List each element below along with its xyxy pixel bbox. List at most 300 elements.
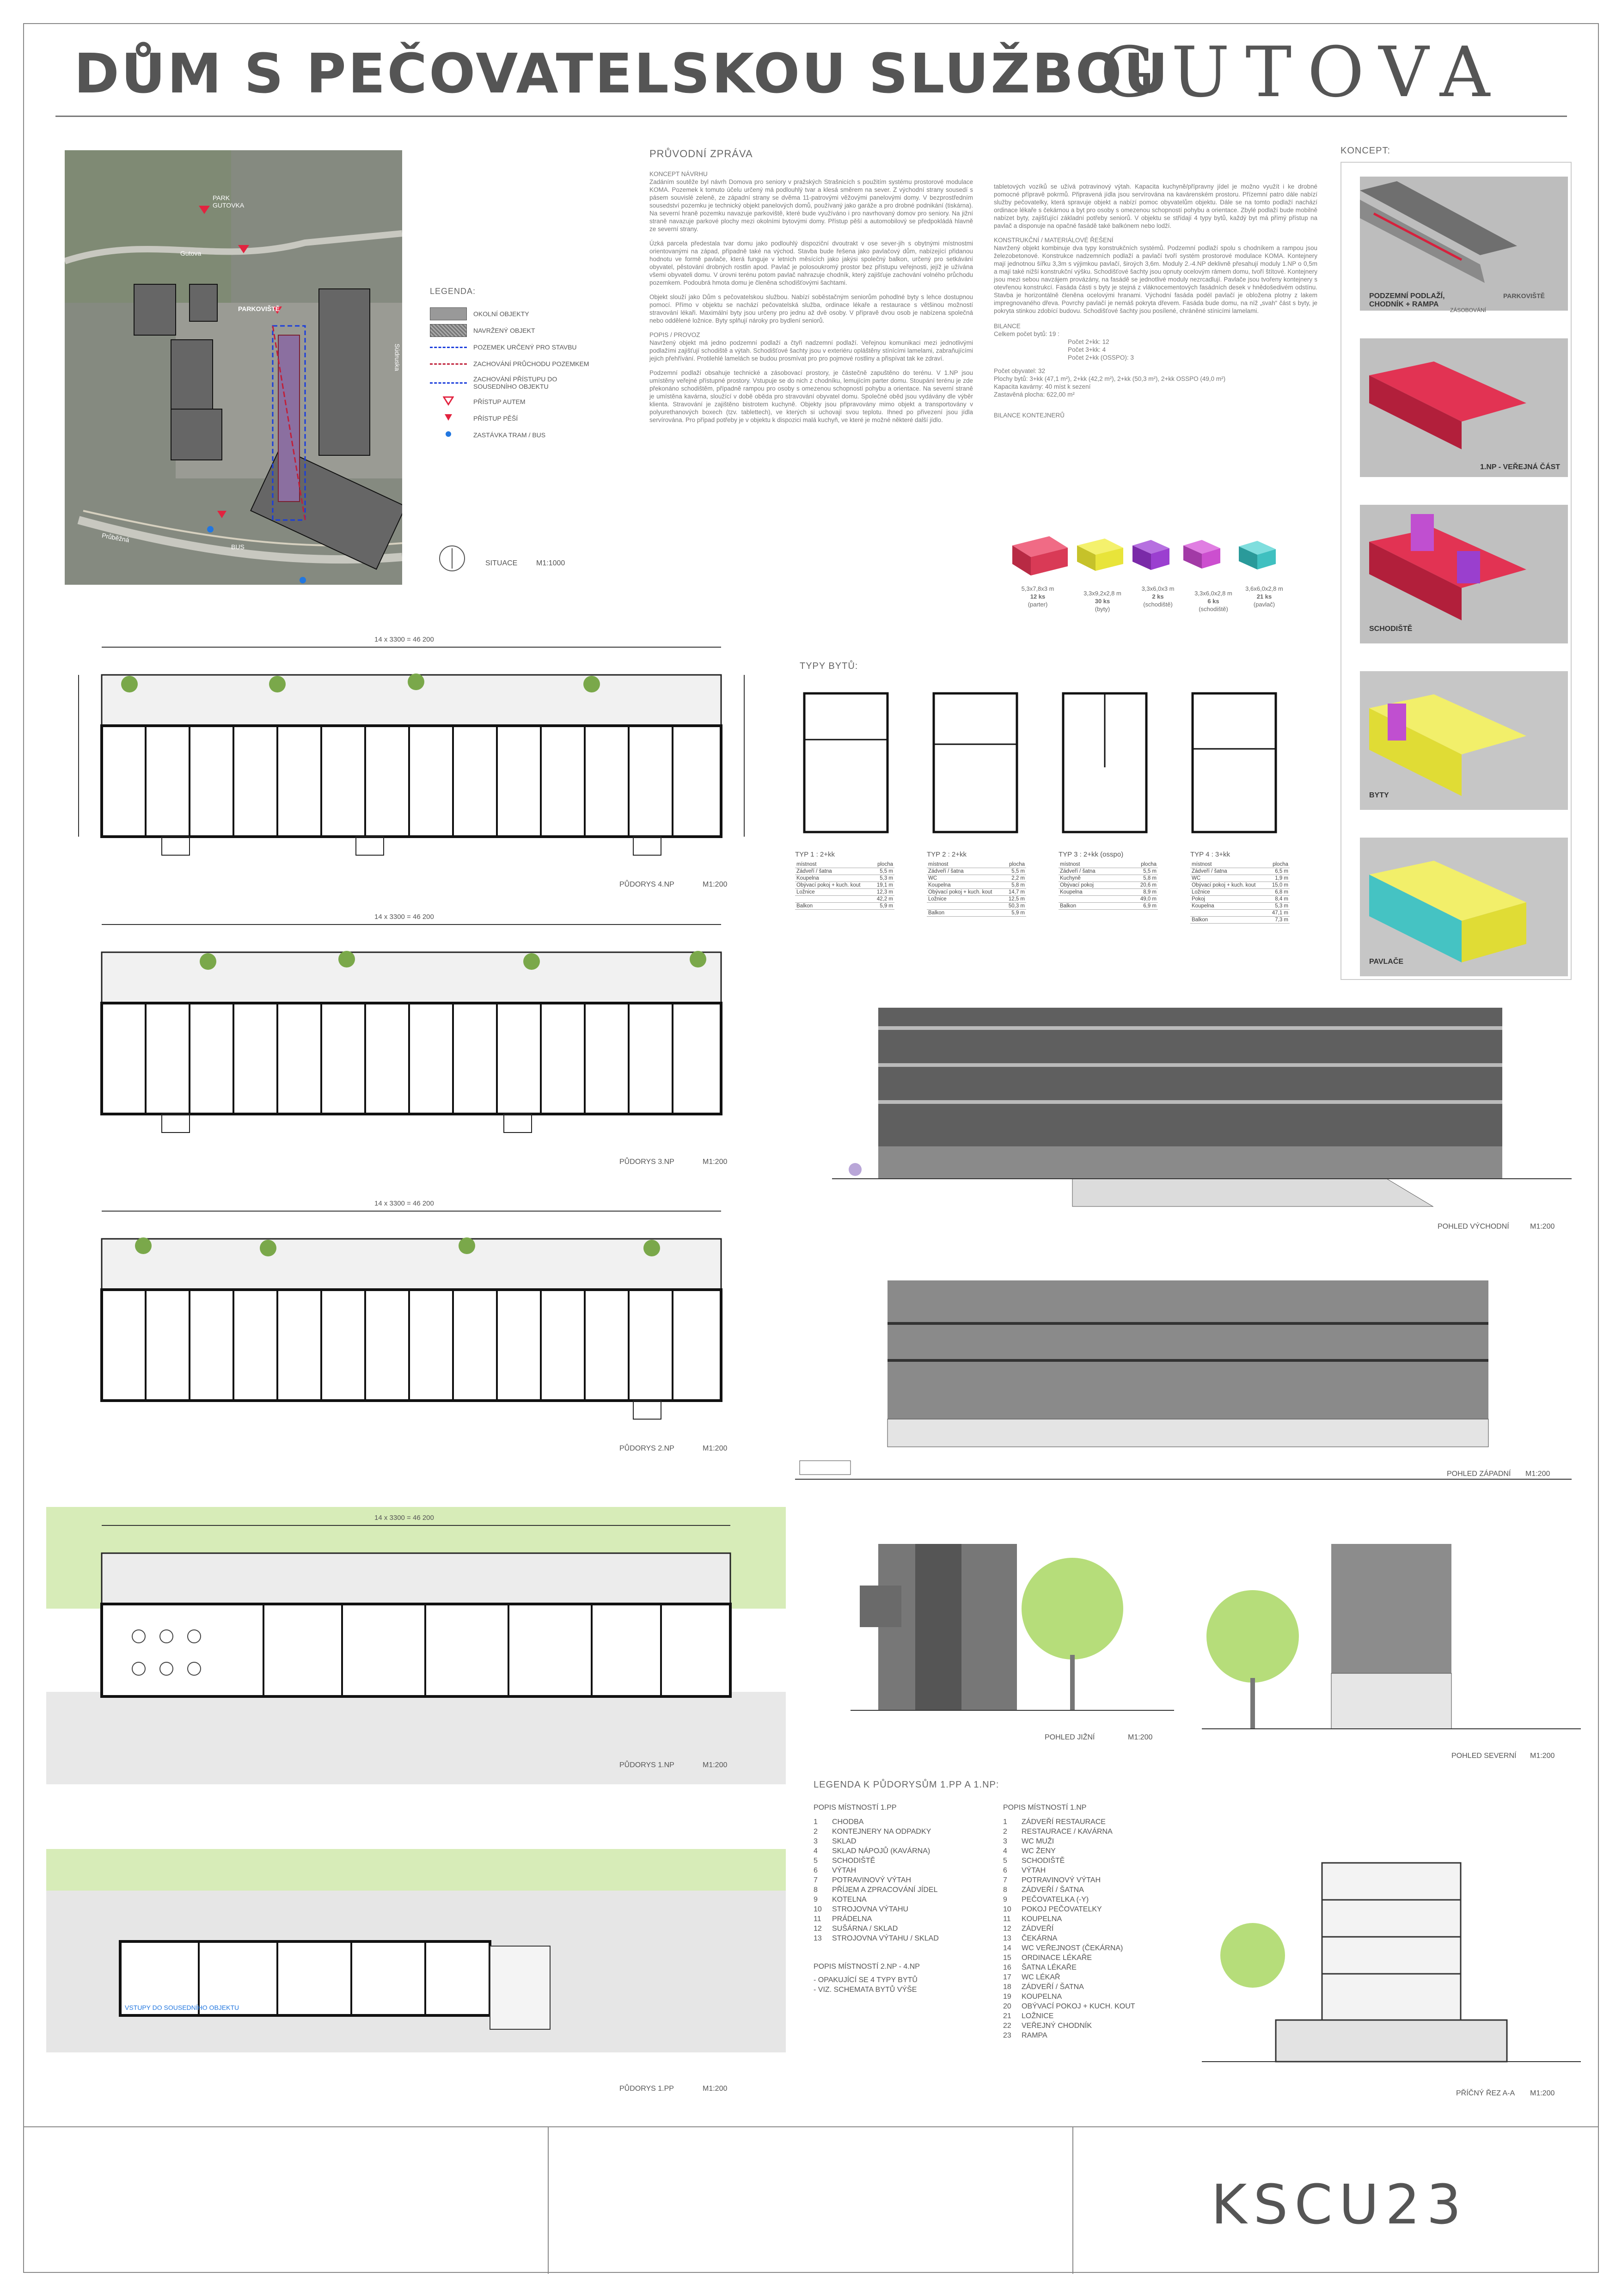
table-cell: Obývací pokoj + kuch. kout bbox=[927, 889, 1004, 896]
elevation-south-drawing bbox=[851, 1535, 1174, 1729]
report-s7b: Kapacita kavárny: 40 míst k sezení bbox=[994, 383, 1091, 390]
flat-type-table bbox=[1190, 861, 1290, 924]
list-item: 21 LOŽNICE bbox=[1003, 2012, 1054, 2020]
elevation-scale: M1:200 bbox=[1530, 1752, 1555, 1760]
table-row bbox=[927, 889, 1026, 896]
plan-caption: PŮDORYS 2.NP bbox=[619, 1445, 674, 1452]
room-name: OBÝVACÍ POKOJ + KUCH. KOUT bbox=[1022, 2002, 1135, 2010]
table-row bbox=[1190, 882, 1290, 889]
room-name: ZÁDVEŘÍ / ŠATNA bbox=[1022, 1886, 1084, 1894]
room-name: SKLAD bbox=[832, 1837, 857, 1845]
room-legend-pp bbox=[814, 1803, 989, 1995]
report-s8-title: BILANCE KONTEJNERŮ bbox=[994, 412, 1065, 419]
list-item: 11 PRÁDELNA bbox=[814, 1915, 872, 1923]
north-arrow-icon bbox=[439, 545, 465, 571]
room-name: LOŽNICE bbox=[1022, 2012, 1054, 2020]
list-item: 16 ŠATNA LÉKAŘE bbox=[1003, 1964, 1077, 1971]
table-cell: 12,5 m bbox=[1004, 896, 1026, 903]
elevation-caption: POHLED ZÁPADNÍ bbox=[1447, 1470, 1511, 1478]
plan-4np-drawing bbox=[60, 629, 781, 906]
table-row bbox=[1059, 875, 1158, 882]
map-label-park: PARK GUTOVKA bbox=[213, 194, 245, 209]
plan-dim: 14 x 3300 = 46 200 bbox=[374, 1514, 434, 1522]
plan-entry-label: VSTUPY DO SOUSEDNÍHO OBJEKTU bbox=[125, 2004, 239, 2011]
container-violet bbox=[1132, 540, 1169, 570]
room-name: SCHODIŠTĚ bbox=[832, 1857, 875, 1865]
plan-1pp bbox=[46, 1849, 786, 2108]
container-use: (schodiště) bbox=[1199, 606, 1228, 612]
list-item: 2 RESTAURACE / KAVÁRNA bbox=[1003, 1828, 1113, 1836]
table-cell: Obývací pokoj bbox=[1059, 882, 1125, 889]
plan-2np bbox=[60, 1193, 781, 1479]
room-name: SKLAD NÁPOJŮ (KAVÁRNA) bbox=[832, 1847, 930, 1855]
elevation-caption: POHLED VÝCHODNÍ bbox=[1438, 1223, 1509, 1231]
container-size: 5,3x7,8x3 m bbox=[1021, 585, 1054, 592]
table-cell: Balkon bbox=[927, 910, 1004, 917]
container-caption bbox=[1008, 585, 1068, 608]
legend-label: PŘÍSTUP AUTEM bbox=[473, 398, 526, 405]
container-caption bbox=[1128, 585, 1188, 608]
site-scale: M1:1000 bbox=[536, 559, 565, 567]
table-cell: Kuchyně bbox=[1059, 875, 1125, 882]
plan-1np bbox=[46, 1498, 786, 1784]
concept-sublabel: PARKOVIŠTĚ bbox=[1503, 292, 1545, 300]
room-name: WC VEŘEJNOST (ČEKÁRNA) bbox=[1022, 1944, 1123, 1952]
container-caption bbox=[1234, 585, 1294, 608]
legend-item bbox=[430, 322, 624, 339]
pedestrian-access-icon bbox=[430, 412, 467, 425]
legend-item bbox=[430, 355, 624, 372]
list-item: 6 VÝTAH bbox=[1003, 1867, 1046, 1874]
report-s2: Úzká parcela předestala tvar domu jako podlouhlý dispoziční dvoutrakt v ose sever-jih s obytnými místnostmi orientovanými na západ, případně také na východ. Stavba bude řešena jako pavlačový dům, nabízející přidanou hodnotu ve formě pavlače, která funguje v letních měsících jako jakýsi společný balkon, určený pro setkávání obyvatel, pěstování drobných rostlin apod. Pavlač je polosoukromý prostor bez přístupu veřejnosti, jejíž je užívána všemi obyvateli domu. V úrovni terénu potom pavlač nahrazuje chodník, který zajišťuje zachování volného průchodu pozemkem. Podoubrá hmota domu je členěna schodišťovými šachtami. bbox=[649, 240, 973, 286]
table-row bbox=[1190, 889, 1290, 896]
room-name: ZÁDVEŘÍ / ŠATNA bbox=[1022, 1983, 1084, 1991]
table-cell: místnost bbox=[927, 861, 1004, 868]
table-cell: 50,3 m bbox=[1004, 903, 1026, 910]
list-item: 1 ZÁDVEŘÍ RESTAURACE bbox=[1003, 1818, 1106, 1826]
elevation-scale: M1:200 bbox=[1128, 1733, 1153, 1741]
plan-caption: PŮDORYS 3.NP bbox=[619, 1158, 674, 1166]
table-cell: 8,9 m bbox=[1125, 889, 1158, 896]
table-row bbox=[927, 910, 1026, 917]
table-cell: Balkon bbox=[1190, 917, 1267, 924]
legend-item bbox=[430, 372, 624, 393]
table-cell: 42,2 m bbox=[872, 896, 894, 903]
list-item: 12 SUŠÁRNA / SKLAD bbox=[814, 1925, 898, 1933]
car-access-icon bbox=[430, 395, 467, 408]
table-row bbox=[1059, 882, 1158, 889]
table-cell: 2,2 m bbox=[1004, 875, 1026, 882]
container-size: 3,3x6,0x2,8 m bbox=[1194, 590, 1232, 597]
legend-swatch-proposed bbox=[430, 324, 467, 337]
table-row bbox=[795, 868, 894, 875]
legend-item bbox=[430, 339, 624, 355]
legend-item bbox=[430, 410, 624, 427]
container-count: 12 ks bbox=[1030, 593, 1046, 600]
map-label-gutova: Gutova bbox=[180, 250, 202, 257]
project-name: GUTOVA bbox=[1100, 32, 1506, 113]
plan-3np-drawing bbox=[60, 906, 781, 1183]
table-row bbox=[927, 868, 1026, 875]
table-cell: plocha bbox=[1004, 861, 1026, 868]
table-cell: 5,8 m bbox=[1125, 875, 1158, 882]
table-cell: 6,9 m bbox=[1125, 903, 1158, 910]
room-name: ZÁDVEŘÍ RESTAURACE bbox=[1022, 1818, 1106, 1826]
room-name: PRÁDELNA bbox=[832, 1915, 872, 1923]
room-name: STROJOVNA VÝTAHU bbox=[832, 1905, 909, 1913]
list-item: 10 STROJOVNA VÝTAHU bbox=[814, 1905, 909, 1913]
flat-type-2 bbox=[927, 851, 1026, 917]
table-row bbox=[1190, 861, 1290, 868]
concept-label: 1.NP - VEŘEJNÁ ČÁST bbox=[1480, 463, 1561, 471]
table-cell: 7,3 m bbox=[1267, 917, 1290, 924]
table-row bbox=[1190, 868, 1290, 875]
room-name: ČEKÁRNA bbox=[1022, 1935, 1058, 1942]
elevation-west-drawing bbox=[795, 1267, 1572, 1488]
concept-label: PAVLAČE bbox=[1369, 958, 1404, 966]
room-legend-pp-title: POPIS MÍSTNOSTÍ 1.PP bbox=[814, 1804, 897, 1812]
table-row bbox=[1059, 896, 1158, 903]
list-item: 7 POTRAVINOVÝ VÝTAH bbox=[814, 1876, 911, 1884]
elevation-west bbox=[795, 1267, 1572, 1488]
legend-item bbox=[430, 393, 624, 410]
room-name: KOUPELNA bbox=[1022, 1993, 1062, 2001]
room-name: VÝTAH bbox=[1022, 1867, 1046, 1874]
table-cell bbox=[795, 896, 872, 903]
legend-swatch-neighbour bbox=[430, 382, 467, 384]
competition-code: KSCU23 bbox=[1211, 2173, 1468, 2236]
list-item: 14 WC VEŘEJNOST (ČEKÁRNA) bbox=[1003, 1944, 1123, 1952]
room-legend-upper-note: - OPAKUJÍCÍ SE 4 TYPY BYTŮ bbox=[814, 1976, 918, 1984]
plan-2np-drawing bbox=[60, 1193, 781, 1470]
table-cell: 5,5 m bbox=[872, 868, 894, 875]
container-red bbox=[1012, 536, 1068, 576]
list-item: 3 SKLAD bbox=[814, 1837, 857, 1845]
table-cell: Ložnice bbox=[795, 889, 872, 896]
list-item: 19 KOUPELNA bbox=[1003, 1993, 1062, 2001]
table-cell: Balkon bbox=[795, 903, 872, 910]
room-name: SCHODIŠTĚ bbox=[1022, 1857, 1065, 1865]
table-cell: 14,7 m bbox=[1004, 889, 1026, 896]
report-title: PRŮVODNÍ ZPRÁVA bbox=[649, 148, 753, 159]
plan-1pp-drawing bbox=[46, 1849, 786, 2108]
plan-4np bbox=[60, 629, 781, 906]
legend-item bbox=[430, 306, 624, 322]
legend-label: ZACHOVÁNÍ PŘÍSTUPU DO SOUSEDNÍHO OBJEKTU bbox=[473, 375, 557, 390]
plan-3np bbox=[60, 906, 781, 1193]
container-yellow bbox=[1077, 539, 1123, 571]
list-item: 13 ČEKÁRNA bbox=[1003, 1935, 1058, 1942]
legend-item bbox=[430, 427, 624, 443]
flat-type-name: TYP 4 : 3+kk bbox=[1190, 851, 1230, 858]
container-caption bbox=[1072, 589, 1132, 613]
site-map bbox=[65, 150, 402, 585]
flat-type-name: TYP 1 : 2+kk bbox=[795, 851, 835, 858]
report-s5: Podzemní podlaží obsahuje technické a zásobovací prostory, je částečně zapuštěno do terénu. V 1.NP jsou umístěny veřejné přístupné prostory. Vstupuje se do nich z chodníku, lemujícím parter domu. Stoupání terénu je zde překonáno schodištěm, případně rampou pro osoby s omezenou schopností pohybu a orientace. Na severní straně je umístěna kavárna, sloužící v době oběda pro stravování obyvatel domu. Společné oběd jsou vydávány dle výběr klienta. Stravování je zajištěno bistrotem kuchyně. Objekty jsou připravovány mimo objekt a transportovány v polyurethanových boxech (tzv. tablettech), ve kterých si uchovají svou teplotu. Ihned po přivezení jsou jídla servírována. Pro případ potřeby je v objektu k dispozici malá kuchyň, ve které je možné některé další jídlo. bbox=[649, 369, 973, 423]
room-legend-np-title: POPIS MÍSTNOSTÍ 1.NP bbox=[1003, 1804, 1087, 1812]
room-name: POTRAVINOVÝ VÝTAH bbox=[832, 1876, 911, 1884]
container-use: (parter) bbox=[1028, 601, 1048, 608]
table-cell bbox=[927, 903, 1004, 910]
table-cell: Zádveří / šatna bbox=[1190, 868, 1267, 875]
report-s3: Objekt slouží jako Dům s pečovatelskou službou. Nabízí soběstačným seniorům pohodlné byty s lehce dostupnou pomocí. Přímo v objektu se nachází pečovatelská služba, ordinace lékaře a restaurace s většinou možností stravování lékaři. Maximální byty jsou určeny pro jednu až dvě osoby. V přípravě dvou osob je nabízena společná nebo oddělené ložnice. Byty splňují nároky pro bydlení seniorů. bbox=[649, 294, 973, 324]
legend-swatch-passage bbox=[430, 363, 467, 365]
flat-type-table bbox=[795, 861, 894, 910]
table-cell: plocha bbox=[1267, 861, 1290, 868]
legend-label: ZASTÁVKA TRAM / BUS bbox=[473, 431, 546, 439]
table-row bbox=[795, 882, 894, 889]
report-s7b: Počet obyvatel: 32 bbox=[994, 367, 1046, 374]
table-cell: WC bbox=[927, 875, 1004, 882]
room-name: WC MUŽI bbox=[1022, 1837, 1054, 1845]
flat-type-1 bbox=[795, 851, 894, 910]
container-size: 3,3x6,0x3 m bbox=[1141, 585, 1175, 592]
room-name: RESTAURACE / KAVÁRNA bbox=[1022, 1828, 1113, 1836]
table-cell: Obývací pokoj + kuch. kout bbox=[795, 882, 872, 889]
plan-1np-drawing bbox=[46, 1498, 786, 1784]
table-cell: Zádveří / šatna bbox=[795, 868, 872, 875]
room-name: RAMPA bbox=[1022, 2032, 1047, 2039]
table-cell: Koupelna bbox=[795, 875, 872, 882]
flat-type-name: TYP 2 : 2+kk bbox=[927, 851, 967, 858]
table-cell: 5,3 m bbox=[872, 875, 894, 882]
map-label-bus: BUS bbox=[231, 543, 245, 551]
map-label-prubezna: Průběžná bbox=[101, 531, 130, 544]
container-use: (schodiště) bbox=[1143, 601, 1173, 608]
report-s4-title: POPIS / PROVOZ bbox=[649, 331, 700, 338]
table-cell: Balkon bbox=[1059, 903, 1125, 910]
report-s6-title: KONSTRUKČNÍ / MATERIÁLOVÉ ŘEŠENÍ bbox=[994, 237, 1114, 244]
room-name: KOUPELNA bbox=[1022, 1915, 1062, 1923]
list-item: 5 SCHODIŠTĚ bbox=[1003, 1857, 1065, 1865]
table-row bbox=[1190, 875, 1290, 882]
legend-swatch-plot bbox=[430, 347, 467, 348]
elevation-scale: M1:200 bbox=[1530, 1223, 1555, 1231]
table-row bbox=[795, 896, 894, 903]
concept-label: PODZEMNÍ PODLAŽÍ, CHODNÍK + RAMPA bbox=[1369, 292, 1445, 308]
room-name: PŘÍJEM A ZPRACOVÁNÍ JÍDEL bbox=[832, 1886, 938, 1894]
legend-title: LEGENDA: bbox=[430, 287, 476, 296]
flat-types bbox=[795, 684, 1331, 943]
table-row bbox=[1190, 896, 1290, 903]
concept-label: BYTY bbox=[1369, 791, 1389, 799]
concept-diagrams bbox=[1341, 163, 1571, 979]
room-name: PEČOVATELKA (-Y) bbox=[1022, 1896, 1089, 1904]
table-cell: WC bbox=[1190, 875, 1267, 882]
legend-label: OKOLNÍ OBJEKTY bbox=[473, 310, 529, 318]
list-item: 7 POTRAVINOVÝ VÝTAH bbox=[1003, 1876, 1101, 1884]
site-map-drawing bbox=[65, 150, 402, 585]
table-row bbox=[1059, 868, 1158, 875]
report-col-1 bbox=[649, 148, 973, 424]
container-blocks bbox=[998, 527, 1313, 582]
flat-type-3 bbox=[1059, 851, 1158, 910]
report-s6: Navržený objekt kombinuje dva typy konstrukčních systémů. Podzemní podlaží spolu s chodníkem a rampou jsou železobetonové. Konstrukce nadzemních podlaží a pavlačí tvoří systém prostorové modulace KOMA. Kontejnery mají jednotnou šířku 3,3m s výjimkou pavlačí, široých 3,6m. Moduly 2.-4.NP deklivně přesahují moduly 1.NP o 0,5m a mají také nižší konstrukční výšku. Schodišťové šachty jsou opnuty ocelovým rámem domu, tvoří štítové. Kontejnery jsou mezi sebou navzájem provázány, na fasádě se jednotlivé moduly nezrcadlují. Pavlače jsou tvořeny kontejnery s otevřenou konstrukcí. Fasáda části s byty je stejná z vláknocementových fasádních desek v hnědošedivém odstínu. Stavba je horizontálně členěna ocelovými hranami. Východní fasáda podél pavlačí je obložena plotny z lakem impregnovaného dřeva. Povrchy pavlačí je nemáš pokryta dřevem. Fasáda bude domu, na níž „svah“ část s byty, je pokryta stinkou zdobící budovu. Schodišťové šachty jsou posílené, chráněné stínicími lamelami. bbox=[994, 245, 1317, 314]
list-item: 8 PŘÍJEM A ZPRACOVÁNÍ JÍDEL bbox=[814, 1886, 938, 1894]
report-s7-title: BILANCE bbox=[994, 323, 1021, 330]
container-use: (byty) bbox=[1095, 606, 1110, 612]
table-cell: 6,8 m bbox=[1267, 889, 1290, 896]
flat-type-table bbox=[1059, 861, 1158, 910]
table-cell: Koupelna bbox=[1059, 889, 1125, 896]
table-cell: 8,4 m bbox=[1267, 896, 1290, 903]
concept-label: SCHODIŠTĚ bbox=[1369, 625, 1413, 633]
table-row bbox=[927, 861, 1026, 868]
table-cell: 5,9 m bbox=[872, 903, 894, 910]
list-item: 4 SKLAD NÁPOJŮ (KAVÁRNA) bbox=[814, 1847, 930, 1855]
table-cell: místnost bbox=[1190, 861, 1267, 868]
table-cell: 15,0 m bbox=[1267, 882, 1290, 889]
table-cell: Ložnice bbox=[1190, 889, 1267, 896]
table-row bbox=[795, 875, 894, 882]
table-row bbox=[927, 882, 1026, 889]
table-cell: plocha bbox=[1125, 861, 1158, 868]
table-cell: 5,3 m bbox=[1267, 903, 1290, 910]
table-row bbox=[1190, 903, 1290, 910]
room-legend-upper-title: POPIS MÍSTNOSTÍ 2.NP - 4.NP bbox=[814, 1963, 920, 1971]
legend-label: PŘÍSTUP PĚŠÍ bbox=[473, 415, 518, 422]
report-s7-row: Celkem počet bytů: 19 : bbox=[994, 331, 1059, 337]
table-cell: Obývací pokoj + kuch. kout bbox=[1190, 882, 1267, 889]
table-cell: 6,5 m bbox=[1267, 868, 1290, 875]
report-col2-text: tabletových vozíků se užívá potravinový výtah. Kapacita kuchyně/přípravny jídel je možno využít i ke drobné pomocné přípravě pokrmů. Připravená jídla jsou servírována na kavárenském prostoru. Přízemní patro dále nabízí služby pečovatelky, která spravuje objekt a nabízí pomoc obyvatelům objektu. Dále se na tomto podlaží nachází ordinace lékaře s čekárnou a byt pro osoby s omezenou schopností pohybu a orientace. Zbylé podlaží bude mobilně nabízet byty, zajišťující základní potřeby seniorů. V objektu se střídají 4 typy bytů, každý byt má přímý přístup na pavlač a disponuje na opačné fasádě také balkónem nebo lodží. bbox=[994, 183, 1317, 229]
legend-label: ZACHOVÁNÍ PRŮCHODU POZEMKEM bbox=[473, 360, 589, 367]
list-item: 2 KONTEJNERY NA ODPADKY bbox=[814, 1828, 931, 1836]
room-name: POTRAVINOVÝ VÝTAH bbox=[1022, 1876, 1101, 1884]
plan-scale: M1:200 bbox=[703, 2085, 728, 2093]
plan-caption: PŮDORYS 1.PP bbox=[619, 2085, 674, 2093]
table-cell: místnost bbox=[795, 861, 872, 868]
plan-caption: PŮDORYS 1.NP bbox=[619, 1761, 674, 1769]
table-row bbox=[1190, 917, 1290, 924]
table-row bbox=[795, 903, 894, 910]
table-cell: Koupelna bbox=[1190, 903, 1267, 910]
room-legend-np bbox=[1003, 1803, 1197, 2040]
room-name: STROJOVNA VÝTAHU / SKLAD bbox=[832, 1935, 939, 1942]
table-row bbox=[1059, 889, 1158, 896]
table-row bbox=[795, 889, 894, 896]
bus-stop-icon bbox=[430, 429, 467, 441]
plan-dim: 14 x 3300 = 46 200 bbox=[374, 913, 434, 921]
list-item: 10 POKOJ PEČOVATELKY bbox=[1003, 1905, 1102, 1913]
plan-dim: 14 x 3300 = 46 200 bbox=[374, 1200, 434, 1207]
table-cell: Zádveří / šatna bbox=[927, 868, 1004, 875]
report-s1-title: KONCEPT NÁVRHU bbox=[649, 171, 708, 178]
list-item: 5 SCHODIŠTĚ bbox=[814, 1857, 875, 1865]
concept-sublabel: ZÁSOBOVÁNÍ bbox=[1450, 307, 1487, 313]
elevation-east-drawing bbox=[832, 998, 1572, 1239]
elevation-south bbox=[851, 1535, 1174, 1757]
report-col-2 bbox=[994, 183, 1317, 419]
plan-scale: M1:200 bbox=[703, 881, 728, 888]
room-name: KOTELNA bbox=[832, 1896, 867, 1904]
container-use: (pavlač) bbox=[1253, 601, 1275, 608]
concept-title: KONCEPT: bbox=[1340, 146, 1391, 156]
list-item: 3 WC MUŽI bbox=[1003, 1837, 1054, 1845]
list-item: 22 VEŘEJNÝ CHODNÍK bbox=[1003, 2022, 1092, 2030]
section-aa-drawing bbox=[1202, 1854, 1581, 2085]
section-caption: PŘÍČNÝ ŘEZ A-A bbox=[1456, 2089, 1515, 2097]
room-legend-title: LEGENDA K PŮDORYSŮM 1.PP A 1.NP: bbox=[814, 1780, 999, 1790]
legend-label: POZEMEK URČENÝ PRO STAVBU bbox=[473, 343, 577, 351]
flat-type-table bbox=[927, 861, 1026, 917]
table-cell: 5,5 m bbox=[1004, 868, 1026, 875]
container-teal bbox=[1239, 541, 1276, 569]
flat-type-name: TYP 3 : 2+kk (osspo) bbox=[1059, 851, 1124, 858]
room-name: ŠATNA LÉKAŘE bbox=[1022, 1964, 1077, 1971]
plan-caption: PŮDORYS 4.NP bbox=[619, 881, 674, 888]
container-count: 30 ks bbox=[1095, 598, 1110, 605]
elevation-east bbox=[832, 998, 1572, 1239]
list-item: 1 CHODBA bbox=[814, 1818, 864, 1826]
list-item: 8 ZÁDVEŘÍ / ŠATNA bbox=[1003, 1886, 1084, 1894]
report-s7-row: Počet 3+kk: 4 bbox=[1068, 346, 1106, 353]
list-item: 12 ZÁDVEŘÍ bbox=[1003, 1925, 1054, 1933]
list-item: 17 WC LÉKAŘ bbox=[1003, 1973, 1060, 1981]
room-name: WC ŽENY bbox=[1022, 1847, 1056, 1855]
elevation-north bbox=[1202, 1535, 1581, 1775]
container-size: 3,6x6,0x2,8 m bbox=[1245, 585, 1283, 592]
plan-scale: M1:200 bbox=[703, 1445, 728, 1452]
table-cell: plocha bbox=[872, 861, 894, 868]
legend-swatch-existing bbox=[430, 307, 467, 320]
table-cell: Pokoj bbox=[1190, 896, 1267, 903]
list-item: 9 KOTELNA bbox=[814, 1896, 867, 1904]
table-cell: 12,3 m bbox=[872, 889, 894, 896]
room-name: CHODBA bbox=[832, 1818, 864, 1826]
table-cell: 47,1 m bbox=[1267, 910, 1290, 917]
table-row bbox=[927, 903, 1026, 910]
container-count: 2 ks bbox=[1152, 593, 1164, 600]
map-label-parking: PARKOVIŠTĚ bbox=[238, 305, 280, 312]
table-cell bbox=[1190, 910, 1267, 917]
elevation-caption: POHLED SEVERNÍ bbox=[1451, 1752, 1517, 1760]
room-name: POKOJ PEČOVATELKY bbox=[1022, 1905, 1102, 1913]
table-row bbox=[1059, 903, 1158, 910]
table-cell bbox=[1059, 896, 1125, 903]
room-name: ORDINACE LÉKAŘE bbox=[1022, 1954, 1092, 1962]
flat-type-4 bbox=[1190, 851, 1290, 924]
report-s1: Zadáním soutěže byl návrh Domova pro seniory v pražských Strašnicích s použitím systému prostorové modulace KOMA. Pozemek k tomuto účelu určený má podlouhlý tvar a klesá směrem na sever. Z východní strany sousedí s pásem souvislé zeleně, ze západní strany se dvěma 11-patrovými věžovými panelovými domy. V bezprostředním sousedství pozemku je technický objekt panelových domů, používaný jako garáže a pro drobné podnikání (tiskárna). Na severní hraně pozemku navazuje parkoviště, které bude využíváno i pro navrhovaný domov pro seniory. Na jižní straně navazuje parkové plochy mezi okolními bytovými domy. Přístup pěší a automobilový se předpokládá hlavně ze severní strany. bbox=[649, 178, 973, 233]
list-item: 23 RAMPA bbox=[1003, 2032, 1047, 2039]
list-item: 4 WC ŽENY bbox=[1003, 1847, 1056, 1855]
legend bbox=[430, 287, 624, 443]
list-item: 13 STROJOVNA VÝTAHU / SKLAD bbox=[814, 1935, 939, 1942]
site-caption: SITUACE bbox=[485, 559, 518, 567]
page-title: DŮM S PEČOVATELSKOU SLUŽBOU bbox=[74, 42, 1170, 105]
table-cell: 20,6 m bbox=[1125, 882, 1158, 889]
room-name: ZÁDVEŘÍ bbox=[1022, 1925, 1054, 1933]
room-name: SUŠÁRNA / SKLAD bbox=[832, 1925, 898, 1933]
table-row bbox=[927, 896, 1026, 903]
report-s7-row: Počet 2+kk (OSSPO): 3 bbox=[1068, 354, 1134, 361]
concept-panel bbox=[1340, 162, 1572, 980]
section-aa bbox=[1202, 1854, 1581, 2112]
elevation-scale: M1:200 bbox=[1525, 1470, 1550, 1478]
container-magenta bbox=[1183, 540, 1220, 569]
table-row bbox=[927, 875, 1026, 882]
room-name: VÝTAH bbox=[832, 1867, 857, 1874]
report-s7b: Plochy bytů: 3+kk (47,1 m²), 2+kk (42,2 m²), 2+kk (50,3 m²), 2+kk OSSPO (49,0 m²) bbox=[994, 375, 1226, 382]
table-cell: Ložnice bbox=[927, 896, 1004, 903]
report-s7-row: Počet 2+kk: 12 bbox=[1068, 338, 1109, 345]
container-balance bbox=[998, 527, 1313, 633]
list-item: 11 KOUPELNA bbox=[1003, 1915, 1062, 1923]
container-count: 6 ks bbox=[1207, 598, 1219, 605]
elevation-north-drawing bbox=[1202, 1535, 1581, 1738]
container-count: 21 ks bbox=[1256, 593, 1272, 600]
table-cell: 5,8 m bbox=[1004, 882, 1026, 889]
